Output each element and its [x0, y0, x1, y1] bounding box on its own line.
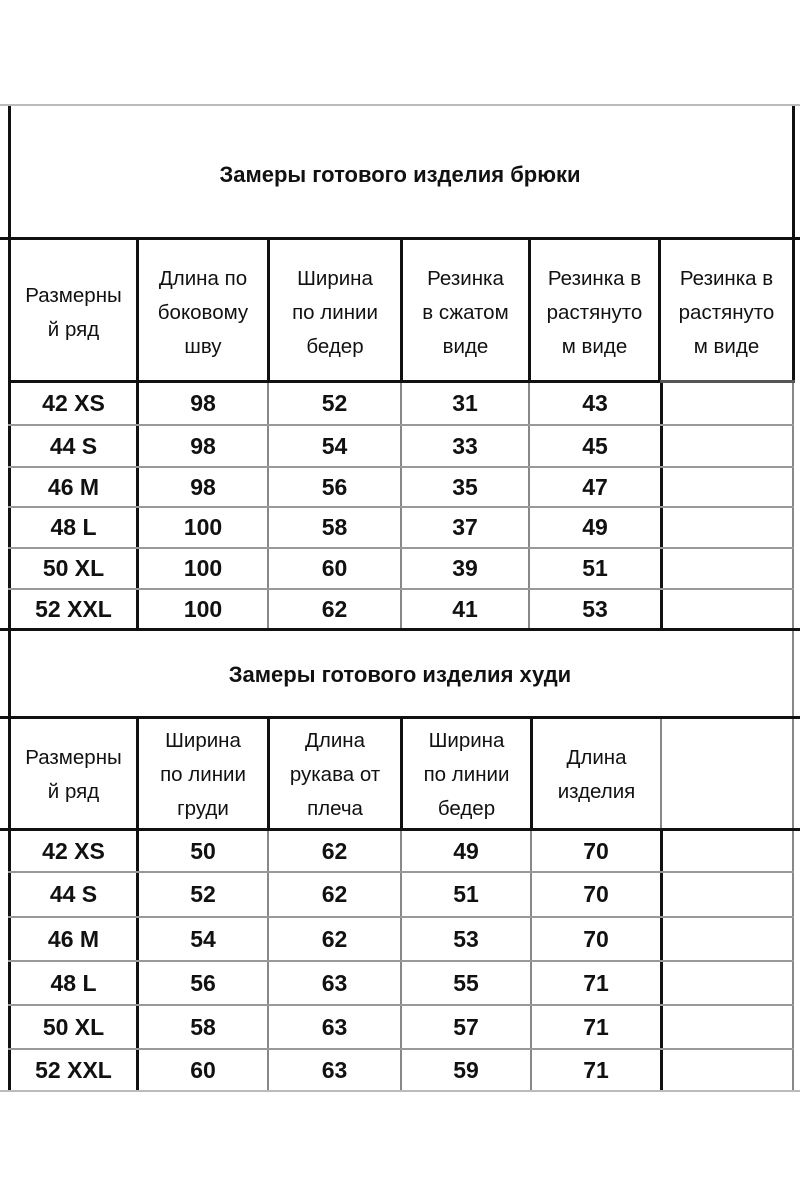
header-empty	[662, 722, 792, 828]
value-cell: 98	[190, 473, 216, 500]
value-cell: 51	[582, 555, 608, 581]
value-cell: 49	[453, 837, 479, 864]
value-cell: 62	[321, 837, 348, 864]
value-cell: 35	[452, 473, 478, 500]
size-cell: 52 XXL	[35, 1056, 112, 1083]
value-cell: 31	[452, 390, 478, 416]
size-cell: 50 XL	[42, 1013, 105, 1040]
value-cell: 53	[453, 925, 479, 952]
pants-table-title: Замеры готового изделия брюки	[219, 162, 581, 187]
value-cell: 45	[582, 432, 608, 459]
value-cell: 63	[321, 969, 348, 996]
header-hip-width: Ширина по линии бедер	[292, 267, 378, 358]
value-cell: 33	[452, 432, 478, 459]
value-cell: 100	[183, 595, 223, 622]
size-cell: 44 S	[49, 881, 98, 907]
divider	[0, 1090, 800, 1092]
value-cell: 98	[190, 390, 216, 416]
value-cell: 62	[321, 881, 348, 907]
divider	[0, 628, 800, 631]
value-cell: 37	[452, 514, 478, 540]
value-cell: 71	[583, 969, 609, 996]
value-cell: 51	[453, 881, 479, 907]
size-cell: 48 L	[50, 514, 97, 540]
hoodie-table-title: Замеры готового изделия худи	[228, 662, 572, 687]
header-hip-width: Ширина по линии бедер	[423, 729, 510, 820]
value-cell: 52	[190, 881, 216, 907]
value-cell: 63	[321, 1056, 348, 1083]
header-side-length: Длина по боковому шву	[157, 267, 249, 358]
header-elastic-relaxed: Резинка в сжатом виде	[422, 267, 509, 358]
value-cell: 47	[582, 473, 608, 500]
divider	[792, 631, 794, 1091]
value-cell: 56	[321, 473, 348, 500]
header-chest-width: Ширина по линии груди	[160, 729, 246, 820]
value-cell: 70	[583, 837, 609, 864]
value-cell: 39	[452, 555, 478, 581]
size-cell: 52 XXL	[35, 595, 112, 622]
header-sleeve-length: Длина рукава от плеча	[289, 729, 381, 820]
value-cell: 59	[453, 1056, 479, 1083]
value-cell: 54	[321, 432, 348, 459]
value-cell: 100	[183, 555, 223, 581]
header-size: Размерны й ряд	[25, 284, 122, 341]
value-cell: 60	[321, 555, 348, 581]
size-cell: 42 XS	[42, 837, 105, 864]
size-cell: 46 M	[47, 925, 100, 952]
value-cell: 52	[321, 390, 348, 416]
value-cell: 70	[583, 925, 609, 952]
size-cell: 48 L	[50, 969, 97, 996]
value-cell: 41	[452, 595, 478, 622]
value-cell: 53	[582, 595, 608, 622]
divider	[660, 380, 795, 383]
value-cell: 98	[190, 432, 216, 459]
size-cell: 46 M	[47, 473, 100, 500]
size-cell: 50 XL	[42, 555, 105, 581]
value-cell: 71	[583, 1056, 609, 1083]
value-cell: 58	[321, 514, 348, 540]
value-cell: 71	[583, 1013, 609, 1040]
value-cell: 56	[190, 969, 216, 996]
size-cell: 44 S	[49, 432, 98, 459]
divider	[792, 240, 795, 383]
value-cell: 54	[190, 925, 216, 952]
value-cell: 70	[583, 881, 609, 907]
value-cell: 55	[453, 969, 479, 996]
value-cell: 100	[183, 514, 223, 540]
header-elastic-stretched: Резинка в растянуто м виде	[546, 267, 643, 358]
value-cell: 63	[321, 1013, 348, 1040]
divider	[0, 104, 800, 106]
value-cell: 50	[190, 837, 216, 864]
value-cell: 57	[453, 1013, 479, 1040]
header-size: Размерны й ряд	[25, 746, 122, 803]
size-cell: 42 XS	[42, 390, 105, 416]
value-cell: 62	[321, 925, 348, 952]
value-cell: 49	[582, 514, 608, 540]
value-cell: 43	[582, 390, 608, 416]
value-cell: 58	[190, 1013, 216, 1040]
value-cell: 62	[321, 595, 348, 622]
header-elastic-stretched-2: Резинка в растянуто м виде	[678, 267, 775, 358]
header-garment-length: Длина изделия	[557, 746, 636, 803]
value-cell: 60	[190, 1056, 216, 1083]
